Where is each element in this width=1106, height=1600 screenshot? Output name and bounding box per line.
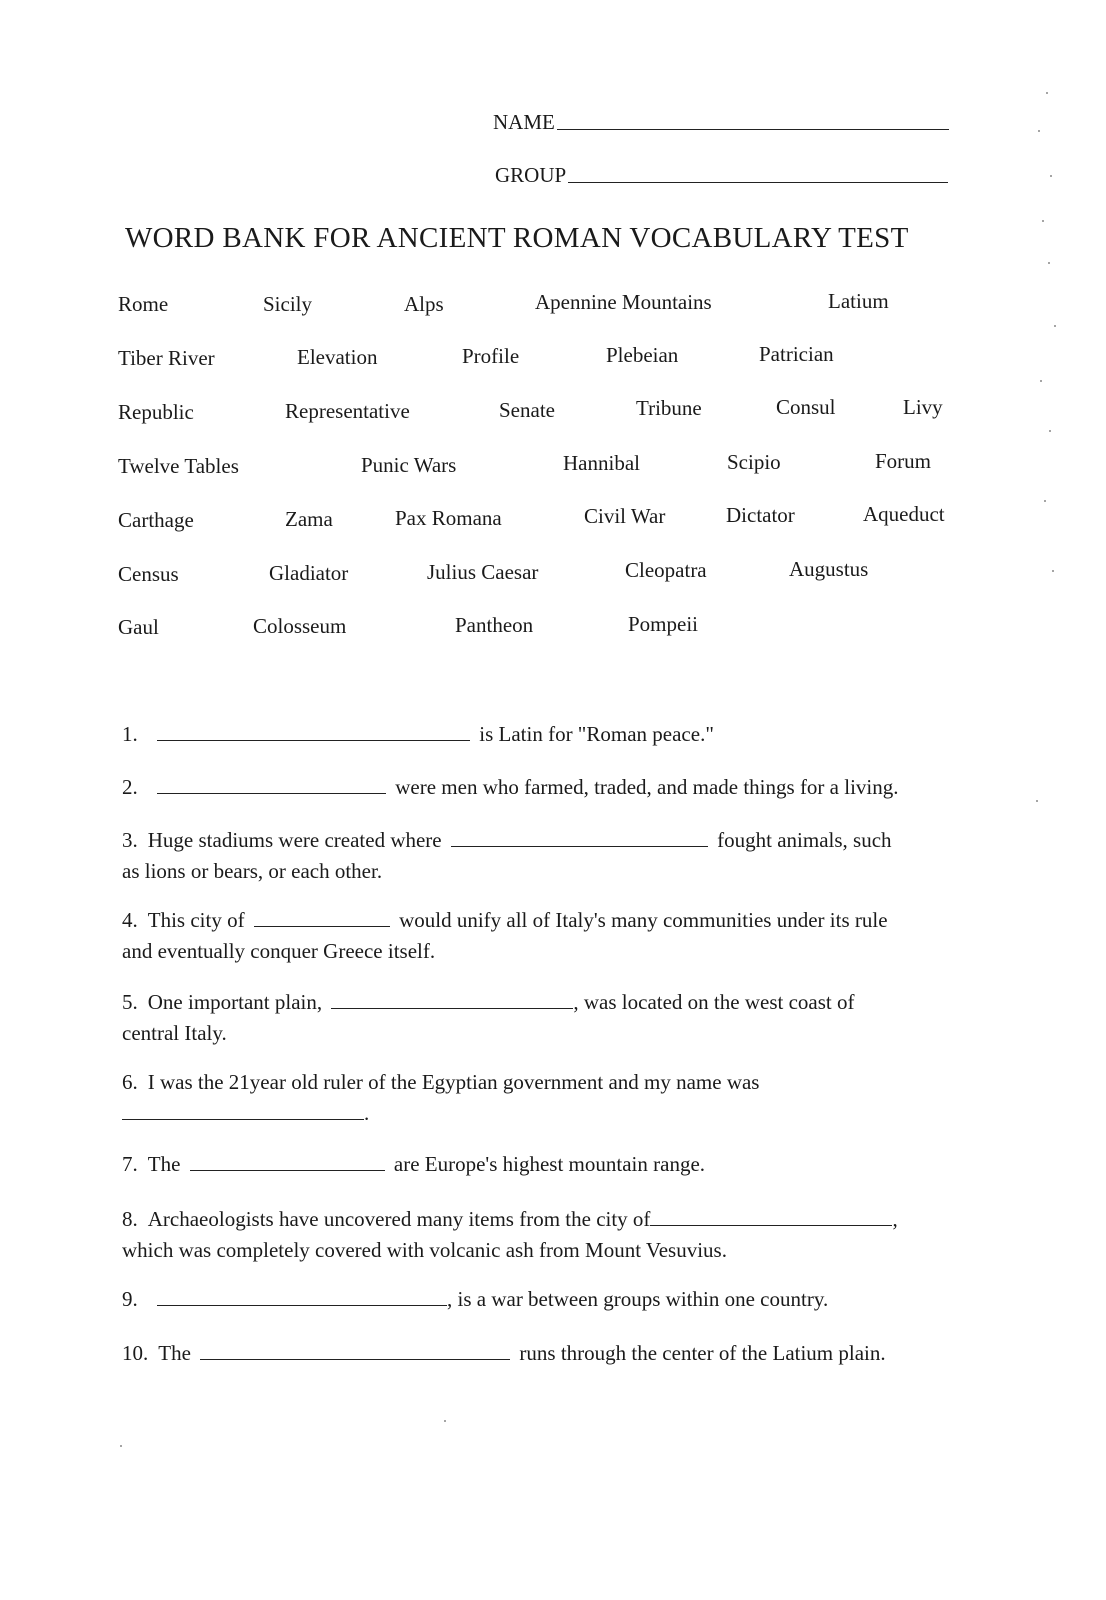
- question-text: Huge stadiums were created where: [147, 828, 442, 852]
- word-bank-item: Elevation: [297, 345, 378, 369]
- question-text: One important plain,: [147, 990, 323, 1014]
- word-bank-item: Scipio: [727, 450, 781, 474]
- word-bank-item: Rome: [118, 292, 169, 316]
- question-number: 5.: [122, 990, 138, 1014]
- word-bank-item: Profile: [462, 344, 520, 368]
- word-bank-item: Alps: [404, 292, 444, 316]
- question-7: [122, 1149, 705, 1180]
- word-bank-item: Census: [118, 562, 179, 586]
- word-bank-item: Pompeii: [628, 612, 699, 636]
- question-text: fought animals, such: [717, 828, 892, 852]
- word-bank-item: Senate: [499, 398, 555, 422]
- question-text: runs through the center of the Latium plain.: [519, 1341, 886, 1365]
- question-9: [122, 1284, 828, 1315]
- question-text: were men who farmed, traded, and made things for a living.: [395, 775, 899, 799]
- question-text: .: [364, 1101, 370, 1125]
- word-bank-item: Forum: [875, 449, 932, 473]
- question-number: 6.: [122, 1070, 138, 1094]
- answer-blank[interactable]: [157, 722, 470, 741]
- word-bank-item: Latium: [828, 289, 889, 313]
- question-text: The: [158, 1341, 191, 1365]
- word-bank-item: Carthage: [118, 508, 194, 532]
- question-text-line2: and eventually conquer Greece itself.: [122, 939, 436, 963]
- question-text: is Latin for "Roman peace.": [479, 722, 714, 746]
- word-bank-item: Apennine Mountains: [535, 290, 712, 314]
- answer-blank[interactable]: [451, 828, 708, 847]
- word-bank-item: Pax Romana: [395, 506, 502, 530]
- group-label: GROUP: [495, 163, 567, 187]
- question-text: , is a war between groups within one country.: [447, 1287, 829, 1311]
- word-bank-item: Julius Caesar: [427, 560, 539, 584]
- question-text-line2: as lions or bears, or each other.: [122, 859, 383, 883]
- question-text: I was the 21year old ruler of the Egyptian government and my name was: [147, 1070, 760, 1094]
- word-bank-item: Consul: [776, 395, 836, 419]
- question-number: 4.: [122, 908, 138, 932]
- word-bank-item: Dictator: [726, 503, 795, 527]
- name-field: [493, 110, 949, 135]
- question-5: [122, 987, 854, 1049]
- question-text: would unify all of Italy's many communities under its rule: [399, 908, 888, 932]
- answer-blank[interactable]: [157, 775, 386, 794]
- question-4: [122, 905, 888, 967]
- name-input-line[interactable]: [557, 129, 949, 130]
- word-bank-item: Livy: [903, 395, 943, 419]
- word-bank-item: Punic Wars: [361, 453, 457, 477]
- word-bank-item: Cleopatra: [625, 558, 707, 582]
- word-bank-item: Civil War: [584, 504, 666, 528]
- answer-blank[interactable]: [157, 1287, 447, 1306]
- question-text: This city of: [147, 908, 245, 932]
- question-6: [122, 1067, 759, 1129]
- word-bank-item: Twelve Tables: [118, 454, 239, 478]
- answer-blank[interactable]: [650, 1207, 892, 1226]
- question-number: 8.: [122, 1207, 138, 1231]
- question-text: are Europe's highest mountain range.: [393, 1152, 706, 1176]
- group-input-line[interactable]: [568, 182, 948, 183]
- word-bank-item: Plebeian: [606, 343, 679, 367]
- question-number: 2.: [122, 775, 138, 799]
- question-1: [122, 719, 714, 750]
- word-bank-item: Tribune: [636, 396, 702, 420]
- word-bank-item: Patrician: [759, 342, 834, 366]
- answer-blank[interactable]: [190, 1152, 385, 1171]
- group-field: [495, 163, 948, 188]
- question-text-line2: central Italy.: [122, 1021, 227, 1045]
- word-bank-item: Aqueduct: [863, 502, 945, 526]
- word-bank-item: Gaul: [118, 615, 159, 639]
- answer-blank[interactable]: [254, 908, 390, 927]
- question-2: [122, 772, 899, 803]
- page-title: WORD BANK FOR ANCIENT ROMAN VOCABULARY TEST: [125, 222, 909, 254]
- answer-blank[interactable]: [331, 990, 573, 1009]
- question-number: 3.: [122, 828, 138, 852]
- answer-blank[interactable]: [122, 1101, 364, 1120]
- word-bank-item: Pantheon: [455, 613, 534, 637]
- name-label: NAME: [493, 110, 555, 134]
- word-bank-item: Gladiator: [269, 561, 349, 585]
- word-bank-item: Zama: [285, 507, 333, 531]
- word-bank-item: Republic: [118, 400, 194, 424]
- question-8: [122, 1204, 898, 1266]
- question-text: Archaeologists have uncovered many items from the city of: [147, 1207, 651, 1231]
- question-number: 1.: [122, 722, 138, 746]
- question-text: ,: [892, 1207, 898, 1231]
- word-bank-item: Tiber River: [118, 346, 215, 370]
- question-number: 9.: [122, 1287, 138, 1311]
- question-text: The: [147, 1152, 181, 1176]
- word-bank-item: Sicily: [263, 292, 313, 316]
- question-3: [122, 825, 892, 887]
- question-10: [122, 1338, 886, 1369]
- question-text-line2: which was completely covered with volcanic ash from Mount Vesuvius.: [122, 1238, 727, 1262]
- word-bank-item: Representative: [285, 399, 410, 423]
- word-bank-item: Augustus: [789, 557, 869, 581]
- word-bank-item: Hannibal: [563, 451, 640, 475]
- question-text: , was located on the west coast of: [573, 990, 855, 1014]
- question-number: 10.: [122, 1341, 149, 1365]
- question-number: 7.: [122, 1152, 138, 1176]
- answer-blank[interactable]: [200, 1341, 510, 1360]
- word-bank-item: Colosseum: [253, 614, 347, 638]
